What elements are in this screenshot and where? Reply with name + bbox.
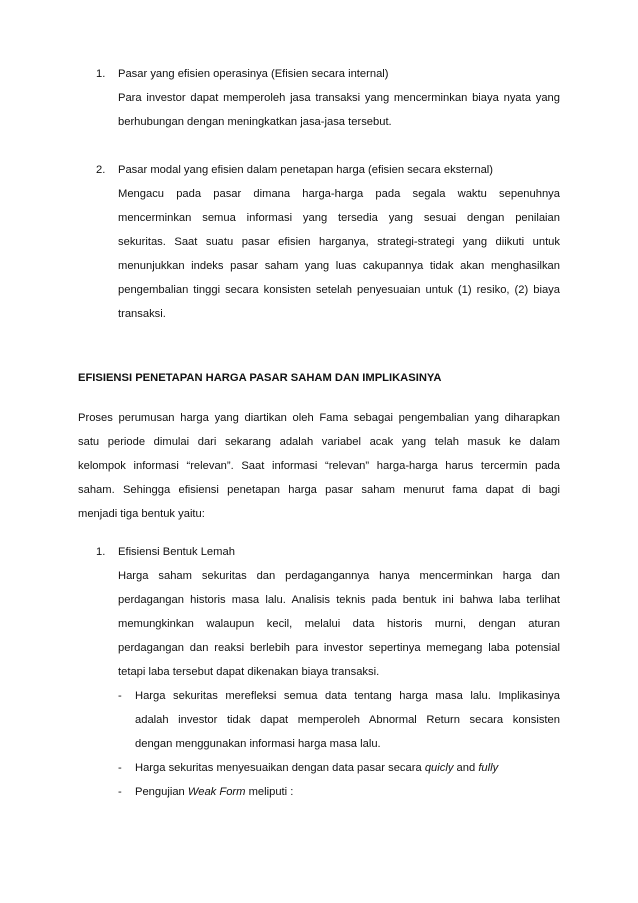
italic-term: fully [478,762,499,774]
bullet-text [135,786,293,798]
bullet-text: adalah investor tidak dapat memperoleh Abnormal Return secara konsisten [135,714,560,726]
bullet-text-part: Harga sekuritas menyesuaikan dengan data pasar secara [135,762,425,774]
list-item-text: perdagangan historis masa lalu. Analisis teknis pada bentuk ini bahwa laba terlihat [118,594,560,606]
bullet-marker: - [118,786,122,798]
list-number: 1. [96,546,106,558]
italic-term: quicly [424,762,454,774]
list-item-text: memungkinkan walaupun kecil, melalui data historis murni, dengan aturan [118,618,560,630]
bullet-text-part: and [453,762,479,774]
italic-term: Weak Form [187,786,246,798]
bullet-text: dengan menggunakan informasi harga masa lalu. [135,738,381,750]
list-number: 1. [96,68,106,80]
paragraph-line: saham. Sehingga efisiensi penetapan harga pasar saham menurut fama dapat di bagi [78,484,560,496]
list-item-text: Mengacu pada pasar dimana harga-harga pada segala waktu sepenuhnya [118,188,560,200]
section-heading: EFISIENSI PENETAPAN HARGA PASAR SAHAM DAN IMPLIKASINYA [78,372,442,384]
bullet-text-part: meliputi : [245,786,294,798]
list-number: 2. [96,164,106,176]
paragraph-line: satu periode dimulai dari sekarang adalah variabel acak yang telah masuk ke dalam [78,436,560,448]
list-item-text: sekuritas. Saat suatu pasar efisien harganya, strategi-strategi yang diikuti untuk [118,236,560,248]
bullet-text [135,762,498,774]
bullet-text-part: Pengujian [135,786,188,798]
list-item-text: transaksi. [118,308,166,320]
list-item-title: Pasar yang efisien operasinya (Efisien secara internal) [118,68,389,80]
list-item-text: berhubungan dengan meningkatkan jasa-jasa tersebut. [118,116,392,128]
list-item-title: Pasar modal yang efisien dalam penetapan harga (efisien secara eksternal) [118,164,493,176]
paragraph-line: menjadi tiga bentuk yaitu: [78,508,205,520]
list-item-text: mencerminkan semua informasi yang tersedia yang sesuai dengan penilaian [118,212,560,224]
list-item-text: Harga saham sekuritas dan perdagangannya hanya mencerminkan harga dan [118,570,560,582]
paragraph-line: Proses perumusan harga yang diartikan oleh Fama sebagai pengembalian yang diharapkan [78,412,560,424]
list-item-title: Efisiensi Bentuk Lemah [118,546,235,558]
bullet-text: Harga sekuritas merefleksi semua data tentang harga masa lalu. Implikasinya [135,690,560,702]
paragraph-line: kelompok informasi “relevan”. Saat informasi “relevan” harga-harga harus tercermin pada [78,460,560,472]
list-item-text: tetapi laba tersebut dapat dikenakan biaya transaksi. [118,666,380,678]
list-item-text: perdagangan dan reaksi berlebih para investor sepertinya memegang laba potensial [118,642,560,654]
bullet-marker: - [118,690,122,702]
list-item-text: menunjukkan indeks pasar saham yang luas cakupannya tidak akan menghasilkan [118,260,560,272]
bullet-marker: - [118,762,122,774]
list-item-text: pengembalian tinggi secara konsisten setelah penyesuaian untuk (1) resiko, (2) biaya [118,284,560,296]
list-item-text: Para investor dapat memperoleh jasa transaksi yang mencerminkan biaya nyata yang [118,92,560,104]
